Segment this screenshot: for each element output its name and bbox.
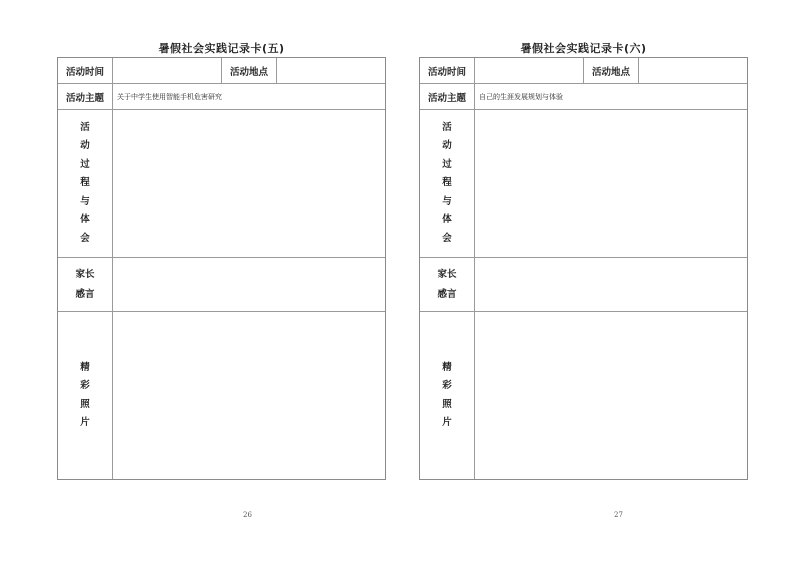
- photo-row: [420, 312, 747, 479]
- process-label-char: 程: [442, 177, 452, 189]
- page-number: 27: [614, 511, 623, 519]
- card-title: 暑假社会实践记录卡(五): [158, 42, 285, 55]
- process-label-char: 活: [80, 121, 90, 133]
- process-label-char: 会: [442, 232, 452, 244]
- parent-row: [420, 258, 747, 312]
- theme-field[interactable]: 关于中学生使用智能手机危害研究: [117, 92, 222, 101]
- parent-label-line: 感言: [437, 288, 457, 300]
- process-label-char: 过: [442, 158, 452, 170]
- time-label: 活动时间: [58, 58, 113, 83]
- process-row: [420, 110, 747, 258]
- photo-row: [58, 312, 385, 479]
- parent-field[interactable]: [475, 258, 747, 311]
- place-field[interactable]: [639, 58, 747, 83]
- photo-label-char: 精: [442, 361, 452, 373]
- parent-label-line: 家长: [75, 268, 95, 280]
- process-label-char: 动: [442, 140, 452, 152]
- parent-label-line: 感言: [75, 288, 95, 300]
- page-number: 26: [243, 511, 252, 519]
- record-table: [57, 57, 386, 480]
- time-field[interactable]: [475, 58, 584, 83]
- time-field[interactable]: [113, 58, 222, 83]
- process-label-char: 活: [442, 121, 452, 133]
- photo-label-char: 片: [442, 417, 452, 428]
- parent-label: [420, 258, 475, 311]
- process-label-char: 体: [442, 214, 452, 226]
- process-field[interactable]: [475, 110, 747, 257]
- theme-row: [58, 84, 385, 110]
- place-label: 活动地点: [222, 58, 277, 83]
- photo-label-char: 彩: [442, 380, 452, 391]
- photo-label-char: 照: [442, 398, 452, 410]
- photo-label-char: 彩: [80, 380, 90, 391]
- process-row: [58, 110, 385, 258]
- process-label-char: 会: [80, 232, 90, 244]
- time-place-row: [58, 58, 385, 84]
- card-title: 暑假社会实践记录卡(六): [520, 42, 647, 55]
- photo-label: [420, 312, 475, 479]
- place-field[interactable]: [277, 58, 385, 83]
- process-field[interactable]: [113, 110, 385, 257]
- time-label: 活动时间: [420, 58, 475, 83]
- theme-label: 活动主题: [420, 84, 475, 109]
- place-label: 活动地点: [584, 58, 639, 83]
- process-label: [58, 110, 113, 257]
- parent-label: [58, 258, 113, 311]
- process-label-char: 体: [80, 214, 90, 226]
- process-label-char: 过: [80, 158, 90, 170]
- photo-field[interactable]: [113, 312, 385, 479]
- process-label: [420, 110, 475, 257]
- theme-label: 活动主题: [58, 84, 113, 109]
- record-table: [419, 57, 748, 480]
- photo-label-char: 精: [80, 361, 90, 373]
- process-label-char: 与: [80, 195, 90, 207]
- process-label-char: 动: [80, 140, 90, 152]
- parent-row: [58, 258, 385, 312]
- theme-row: [420, 84, 747, 110]
- photo-label-char: 照: [80, 398, 90, 410]
- photo-label: [58, 312, 113, 479]
- parent-field[interactable]: [113, 258, 385, 311]
- parent-label-line: 家长: [437, 268, 457, 280]
- time-place-row: [420, 58, 747, 84]
- photo-label-char: 片: [80, 417, 90, 428]
- photo-field[interactable]: [475, 312, 747, 479]
- process-label-char: 程: [80, 177, 90, 189]
- theme-field[interactable]: 自己的生涯发展规划与体验: [479, 92, 563, 101]
- process-label-char: 与: [442, 195, 452, 207]
